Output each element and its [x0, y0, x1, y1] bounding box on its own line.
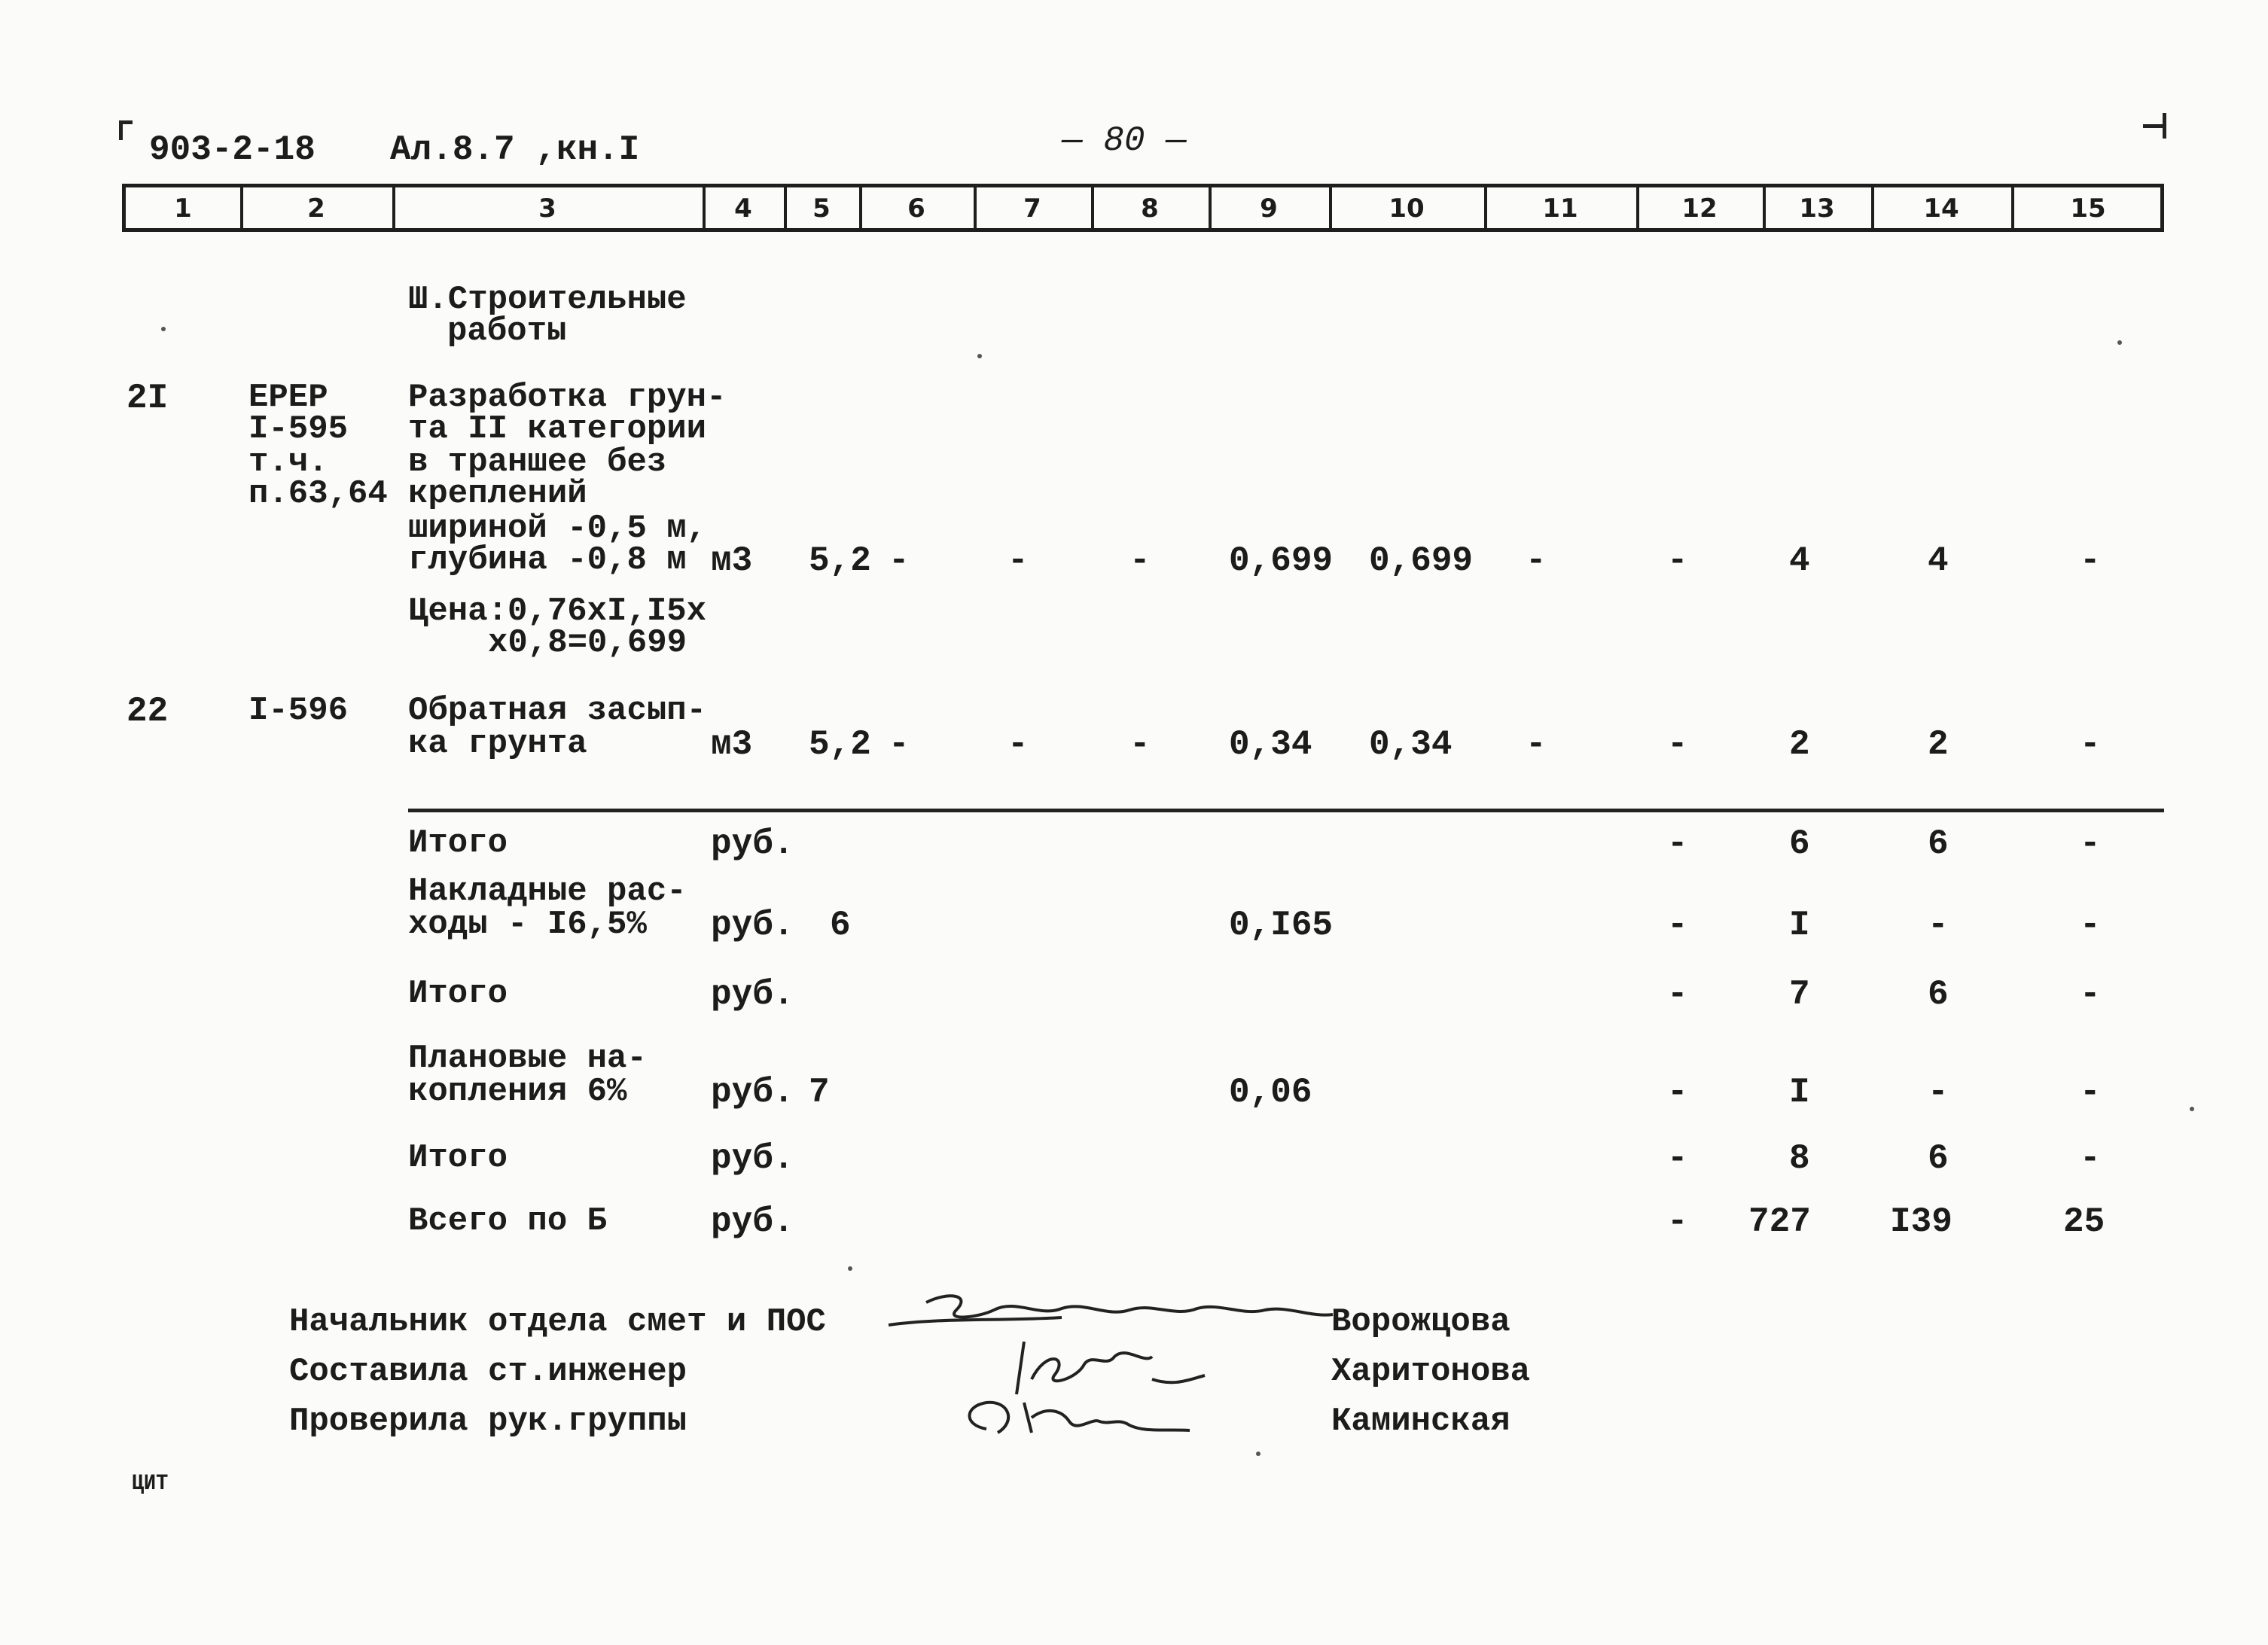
item-code: I-595 [248, 410, 349, 448]
cell-col15: - [2080, 906, 2101, 945]
column-number: 14 [1923, 193, 1959, 224]
total-label: Итого [408, 824, 508, 862]
corner-mark-left [119, 120, 133, 124]
cell-col13: 727 [1748, 1202, 1811, 1241]
cell-col15: - [2080, 725, 2101, 764]
column-divider [1209, 187, 1212, 228]
column-number: 5 [812, 193, 831, 224]
total-unit: руб. [711, 906, 794, 945]
cell-col12: - [1667, 1139, 1688, 1178]
column-number: 7 [1023, 193, 1041, 224]
item-description: креплений [408, 475, 587, 513]
cell-col14: 6 [1928, 975, 1949, 1014]
cell-col12: - [1667, 906, 1688, 945]
column-divider [1484, 187, 1487, 228]
column-number: 10 [1389, 193, 1425, 224]
cell-col10: 0,34 [1369, 725, 1453, 764]
scan-speck [977, 354, 982, 358]
column-divider [1636, 187, 1639, 228]
item-description: глубина -0,8 м [408, 541, 687, 579]
column-divider [1763, 187, 1766, 228]
column-number: 6 [907, 193, 925, 224]
cell-col15: - [2080, 541, 2101, 580]
column-divider [974, 187, 977, 228]
column-number: 1 [174, 193, 192, 224]
cell-col11: - [1526, 725, 1547, 764]
signatory-name: Ворожцова [1331, 1303, 1510, 1341]
item-code: I-596 [248, 692, 349, 730]
cell-col13: 6 [1789, 824, 1810, 864]
item-description: Разработка грун- [408, 379, 727, 416]
cell-col6: - [889, 541, 910, 580]
document-code: 903-2-18 [149, 130, 316, 169]
cell-col12: - [1667, 975, 1688, 1014]
section-title: Ш.Строительные [408, 281, 687, 318]
scan-speck [2190, 1107, 2194, 1111]
column-number: 4 [734, 193, 752, 224]
cell-col8: - [1129, 725, 1151, 764]
signature-role: Составила ст.инженер [289, 1353, 687, 1391]
cell-col13: 4 [1789, 541, 1810, 580]
column-divider [703, 187, 706, 228]
item-number: 2I [127, 379, 169, 418]
stamp-mark: ЦИТ [131, 1471, 169, 1497]
column-divider [240, 187, 243, 228]
item-number: 22 [127, 692, 169, 731]
section-title: работы [447, 312, 567, 350]
item-code: ЕРЕР [248, 379, 328, 416]
total-label: Итого [408, 975, 508, 1013]
column-number-strip [122, 184, 2164, 232]
scan-speck [2117, 340, 2122, 345]
cell-col8: - [1129, 541, 1151, 580]
cell-col12: - [1667, 541, 1688, 580]
page-number: — 80 — [1062, 121, 1187, 160]
price-note: х0,8=0,699 [488, 624, 687, 662]
column-number: 15 [2070, 193, 2106, 224]
signatory-name: Харитонова [1331, 1353, 1531, 1391]
column-divider [784, 187, 787, 228]
cell-col15: - [2080, 975, 2101, 1014]
item-unit: м3 [711, 541, 753, 580]
cell-col13: 7 [1789, 975, 1810, 1014]
cell-col9: 0,06 [1229, 1073, 1312, 1112]
cell-col5: 7 [809, 1073, 830, 1112]
column-divider [859, 187, 862, 228]
cell-col12: - [1667, 1073, 1688, 1112]
cell-col14: I39 [1890, 1202, 1952, 1241]
total-label: ходы - I6,5% [408, 906, 647, 943]
scan-speck [848, 1266, 852, 1271]
cell-col11: - [1526, 541, 1547, 580]
scan-speck [161, 327, 166, 331]
column-number: 12 [1681, 193, 1718, 224]
cell-col14: 6 [1928, 1139, 1949, 1178]
total-unit: руб. [711, 824, 794, 864]
item-description: шириной -0,5 м, [408, 510, 707, 547]
signature-role: Начальник отдела смет и ПОС [289, 1303, 826, 1341]
total-label: копления 6% [408, 1073, 627, 1110]
cell-col13: 8 [1789, 1139, 1810, 1178]
item-quantity: 5,2 [809, 725, 871, 764]
cell-col7: - [1007, 725, 1029, 764]
signatory-name: Каминская [1331, 1403, 1510, 1440]
total-label: Накладные рас- [408, 873, 687, 910]
cell-col14: 6 [1928, 824, 1949, 864]
signature-role: Проверила рук.группы [289, 1403, 687, 1440]
total-unit: руб. [711, 1139, 794, 1178]
item-description: ка грунта [408, 725, 587, 763]
column-number: 9 [1260, 193, 1278, 224]
total-unit: руб. [711, 1202, 794, 1241]
column-divider [392, 187, 395, 228]
total-label: Итого [408, 1139, 508, 1177]
cell-col15: 25 [2063, 1202, 2105, 1241]
cell-col5: 6 [830, 906, 851, 945]
scan-speck [1256, 1452, 1261, 1456]
cell-col12: - [1667, 824, 1688, 864]
column-divider [1871, 187, 1874, 228]
column-number: 2 [307, 193, 325, 224]
cell-col13: 2 [1789, 725, 1810, 764]
total-unit: руб. [711, 1073, 794, 1112]
column-number: 11 [1542, 193, 1578, 224]
cell-col14: - [1928, 906, 1949, 945]
column-number: 13 [1799, 193, 1835, 224]
price-note: Цена:0,76хI,I5х [408, 593, 707, 630]
item-code: т.ч. [248, 443, 328, 481]
column-divider [1329, 187, 1332, 228]
cell-col13: I [1789, 906, 1810, 945]
cell-col14: - [1928, 1073, 1949, 1112]
total-label: Всего по Б [408, 1202, 608, 1240]
cell-col9: 0,I65 [1229, 906, 1334, 945]
item-description: Обратная засып- [408, 692, 707, 730]
cell-col14: 4 [1928, 541, 1949, 580]
handwritten-signature [956, 1391, 1197, 1444]
cell-col15: - [2080, 824, 2101, 864]
item-description: та II категории [408, 410, 707, 448]
total-unit: руб. [711, 975, 794, 1014]
totals-divider [408, 809, 2164, 812]
cell-col15: - [2080, 1139, 2101, 1178]
column-divider [2011, 187, 2014, 228]
cell-col6: - [889, 725, 910, 764]
cell-col9: 0,699 [1229, 541, 1334, 580]
column-divider [1091, 187, 1094, 228]
cell-col14: 2 [1928, 725, 1949, 764]
total-label: Плановые на- [408, 1040, 647, 1077]
cell-col15: - [2080, 1073, 2101, 1112]
column-number: 8 [1141, 193, 1159, 224]
item-unit: м3 [711, 725, 753, 764]
item-description: в траншее без [408, 443, 667, 481]
item-quantity: 5,2 [809, 541, 871, 580]
cell-col12: - [1667, 1202, 1688, 1241]
column-number: 3 [538, 193, 556, 224]
corner-mark-right [2143, 124, 2166, 128]
item-code: п.63,64 [248, 475, 388, 513]
album-reference: Ал.8.7 ,кн.I [390, 130, 640, 169]
cell-col12: - [1667, 725, 1688, 764]
cell-col10: 0,699 [1369, 541, 1474, 580]
cell-col9: 0,34 [1229, 725, 1312, 764]
cell-col13: I [1789, 1073, 1810, 1112]
cell-col7: - [1007, 541, 1029, 580]
